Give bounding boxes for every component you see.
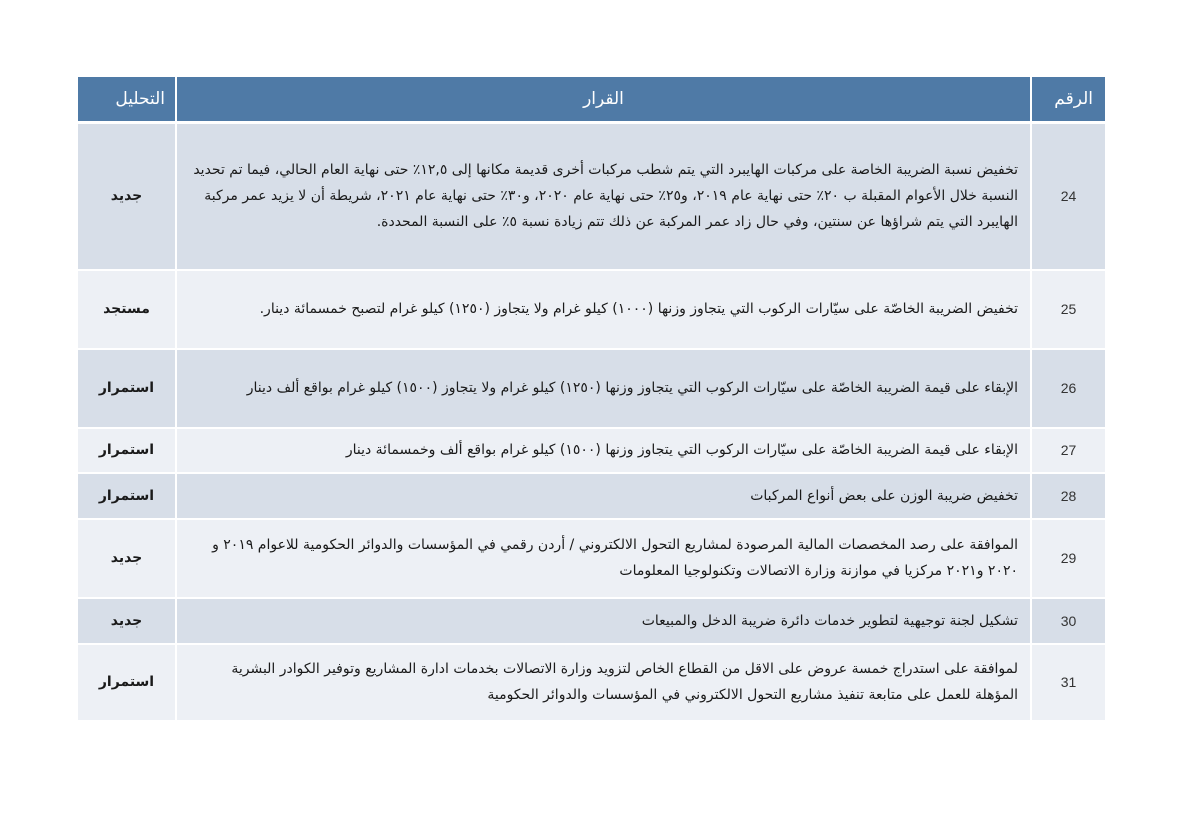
table-row — [77, 644, 1106, 721]
table-row — [77, 473, 1106, 519]
table-header-row — [77, 77, 1106, 123]
header-number: الرقم — [1031, 77, 1106, 123]
row-decision: الموافقة على رصد المخصصات المالية المرصودة لمشاريع التحول الالكتروني / أردن رقمي في المؤسسات والدوائر الحكومية للاعوام ٢٠١٩ و ٢٠٢٠ و٢٠٢١ مركزيا في موازنة وزارة الاتصالات وتكنولوجيا المعلومات — [176, 519, 1031, 598]
decisions-table — [76, 77, 1107, 722]
row-number: 28 — [1031, 473, 1106, 519]
row-number: 29 — [1031, 519, 1106, 598]
row-number: 25 — [1031, 270, 1106, 349]
row-decision: تخفيض الضريبة الخاصّة على سيّارات الركوب التي يتجاوز وزنها (١٠٠٠) كيلو غرام ولا يتجاوز (١٢٥٠) كيلو غرام لتصبح خمسمائة دينار. — [176, 270, 1031, 349]
table-row — [77, 349, 1106, 428]
row-number: 30 — [1031, 598, 1106, 644]
row-analysis: استمرار — [77, 644, 176, 721]
header-analysis: التحليل — [77, 77, 176, 123]
row-decision: تخفيض نسبة الضريبة الخاصة على مركبات الهايبرد التي يتم شطب مركبات أخرى قديمة مكانها إلى ١٢,٥٪ حتى نهاية العام الحالي، فيما تم تحديد النسبة خلال الأعوام المقبلة ب ٢٠٪ حتى نهاية عام ٢٠١٩، و٢٥٪ حتى نهاية عام ٢٠٢٠، و٣٠٪ حتى نهاية عام ٢٠٢١، شريطة أن لا يزيد عمر مركبة الهايبرد التي يتم شراؤها عن سنتين، وفي حال زاد عمر المركبة عن ذلك تتم زيادة نسبة ٥٪ على النسبة المحددة. — [176, 123, 1031, 270]
table-row — [77, 123, 1106, 270]
row-analysis: جديد — [77, 519, 176, 598]
table-row — [77, 519, 1106, 598]
row-analysis: استمرار — [77, 473, 176, 519]
row-analysis: جديد — [77, 598, 176, 644]
row-decision: تشكيل لجنة توجيهية لتطوير خدمات دائرة ضريبة الدخل والمبيعات — [176, 598, 1031, 644]
table-row — [77, 270, 1106, 349]
row-decision: الإبقاء على قيمة الضريبة الخاصّة على سيّارات الركوب التي يتجاوز وزنها (١٢٥٠) كيلو غرام ولا يتجاوز (١٥٠٠) كيلو غرام بواقع ألف دينار — [176, 349, 1031, 428]
row-analysis: استمرار — [77, 349, 176, 428]
row-decision: الإبقاء على قيمة الضريبة الخاصّة على سيّارات الركوب التي يتجاوز وزنها (١٥٠٠) كيلو غرام بواقع ألف وخمسمائة دينار — [176, 428, 1031, 473]
row-decision: لموافقة على استدراج خمسة عروض على الاقل من القطاع الخاص لتزويد وزارة الاتصالات بخدمات ادارة المشاريع وتوفير الكوادر البشرية المؤهلة للعمل على متابعة تنفيذ مشاريع التحول الالكتروني في المؤسسات والدوائر الحكومية — [176, 644, 1031, 721]
row-analysis: استمرار — [77, 428, 176, 473]
header-decision: القرار — [176, 77, 1031, 123]
row-analysis: مستجد — [77, 270, 176, 349]
table-row — [77, 598, 1106, 644]
row-decision: تخفيض ضريبة الوزن على بعض أنواع المركبات — [176, 473, 1031, 519]
row-number: 31 — [1031, 644, 1106, 721]
row-analysis: جديد — [77, 123, 176, 270]
table-row — [77, 428, 1106, 473]
row-number: 24 — [1031, 123, 1106, 270]
row-number: 27 — [1031, 428, 1106, 473]
row-number: 26 — [1031, 349, 1106, 428]
